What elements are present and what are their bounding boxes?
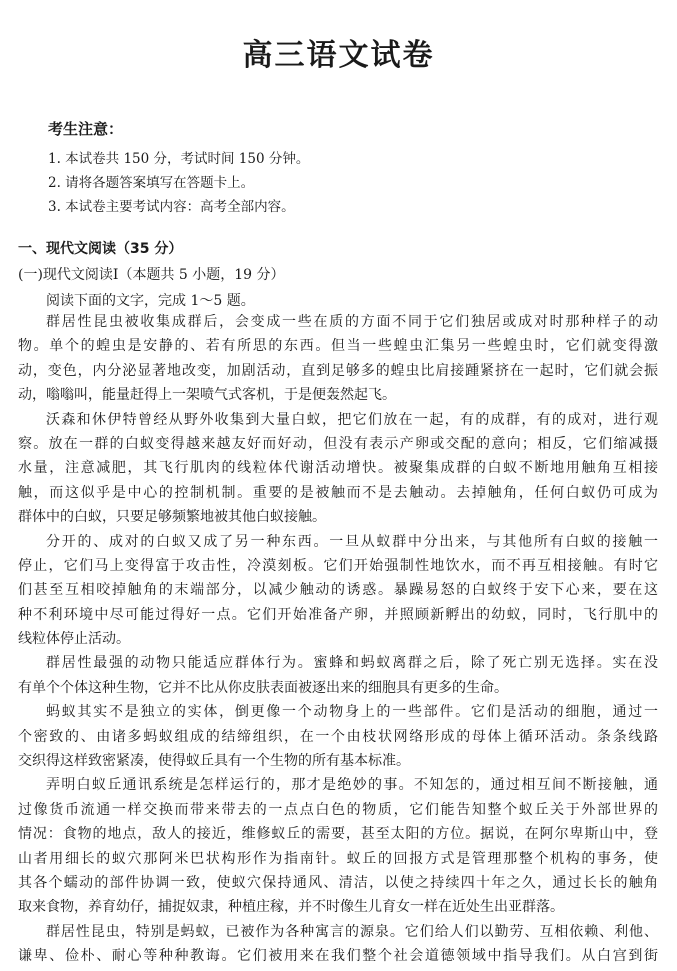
reading-passage: [18, 310, 658, 969]
passage-line: 情况：食物的地点，敌人的接近，维修蚁丘的需要，甚至太阳的方位。据说，在阿尔卑斯山中，登: [18, 826, 658, 843]
passage-line: 们甚至互相咬掉触角的末端部分，以减少触动的诱惑。暴躁易怒的白蚁终于安下心来，要在这: [18, 582, 658, 599]
passage-line: 种不利环境中尽可能过得好一点。它们开始准备产卵，并照顾新孵出的幼蚁，同时，飞行肌中的: [18, 606, 658, 623]
passage-line: 沃森和休伊特曾经从野外收集到大量白蚁，把它们放在一起，有的成群，有的成对，进行观: [46, 411, 658, 428]
reading-instruction: 阅读下面的文字，完成 1～5 题。: [46, 293, 255, 309]
passage-line: 停止，它们马上变得富于攻击性，冷漠刻板。它们开始强制性地饮水，而不再互相接触。有时它: [18, 557, 658, 574]
section-heading: 一、现代文阅读（35 分）: [18, 241, 183, 257]
passage-line: 物。单个的蝗虫是安静的、若有所思的东西。但当一些蝗虫汇集另一些蝗虫时，它们就变得激: [18, 338, 658, 355]
passage-line: 群居性昆虫被收集成群后，会变成一些在质的方面不同于它们独居或成对时那种样子的动: [46, 314, 658, 330]
passage-line: 水量，注意减肥，其飞行肌肉的线粒体代谢活动增快。被聚集成群的白蚁不断地用触角互相接: [18, 460, 658, 477]
passage-line: 察。放在一群的白蚁变得越来越友好而好动，但没有表示产卵或交配的意向；相反，它们缩减摄: [18, 435, 658, 452]
passage-line: 动，嗡嗡叫，能量赶得上一架喷气式客机，于是便轰然起飞。: [18, 387, 396, 404]
passage-line: 群体中的白蚁，只要足够频繁地被其他白蚁接触。: [18, 509, 326, 526]
passage-line: 群居性昆虫，特别是蚂蚁，已被作为各种寓言的源泉。它们给人们以勤劳、互相依赖、利他、: [46, 923, 658, 940]
passage-line: 群居性最强的动物只能适应群体行为。蜜蜂和蚂蚁离群之后，除了死亡别无选择。实在没: [46, 655, 658, 672]
passage-line: 山者用细长的蚁穴那阿米巴状构形作为指南针。蚁丘的回报方式是管理那整个机构的事务，使: [18, 850, 658, 867]
passage-line: 分开的、成对的白蚁又成了另一种东西。一旦从蚁群中分出来，与其他所有白蚁的接触一: [46, 533, 658, 550]
passage-line: 交织得这样致密紧凑，使得蚁丘具有一个生物的所有基本标准。: [18, 753, 410, 770]
subsection-heading: (一)现代文阅读Ⅰ（本题共 5 小题，19 分）: [18, 267, 285, 283]
notice-heading: 考生注意：: [48, 120, 124, 138]
passage-line: 有单个个体这种生物，它并不比从你皮肤表面被逐出来的细胞具有更多的生命。: [18, 679, 508, 696]
passage-line: 其各个蠕动的部件协调一致，使蚁穴保持通风、清洁，以使之持续四十年之久，通过长长的触角: [18, 874, 658, 891]
notice-item: 3. 本试卷主要考试内容：高考全部内容。: [48, 199, 295, 215]
passage-line: 动，变色，内分泌显著地改变，加剧活动，直到足够多的蝗虫比肩接踵紧挤在一起时，它们就会振: [18, 362, 658, 379]
passage-line: 取来食物，养育幼仔，捕捉奴隶，种植庄稼，并不时像生儿育女一样在近处生出亚群落。: [18, 899, 564, 916]
notice-item: 1. 本试卷共 150 分，考试时间 150 分钟。: [48, 151, 310, 167]
passage-line: 触，而这似乎是中心的控制机制。重要的是被触而不是去触动。去掉触角，任何白蚁仍可成为: [18, 484, 658, 501]
passage-line: 谦卑、俭朴、耐心等种种教诲。它们被用来在我们整个社会道德领域中指导我们。从白宫到街: [18, 948, 658, 965]
notice-item: 2. 请将各题答案填写在答题卡上。: [48, 175, 255, 191]
passage-line: 弄明白蚁丘通讯系统是怎样运行的，那才是绝妙的事。不知怎的，通过相互间不断接触，通: [46, 777, 658, 794]
passage-line: 蚂蚁其实不是独立的实体，倒更像一个动物身上的一些部件。它们是活动的细胞，通过一: [46, 704, 658, 721]
passage-line: 过像货币流通一样交换而带来带去的一点点白色的物质，它们能告知整个蚁丘关于外部世界的: [18, 801, 658, 818]
exam-title: 高三语文试卷: [242, 38, 435, 73]
passage-line: 个密致的、由诸多蚂蚁组成的结缔组织，在一个由枝状网络形成的母体上循环活动。条条线路: [18, 728, 658, 745]
passage-line: 线粒体停止活动。: [18, 631, 130, 648]
